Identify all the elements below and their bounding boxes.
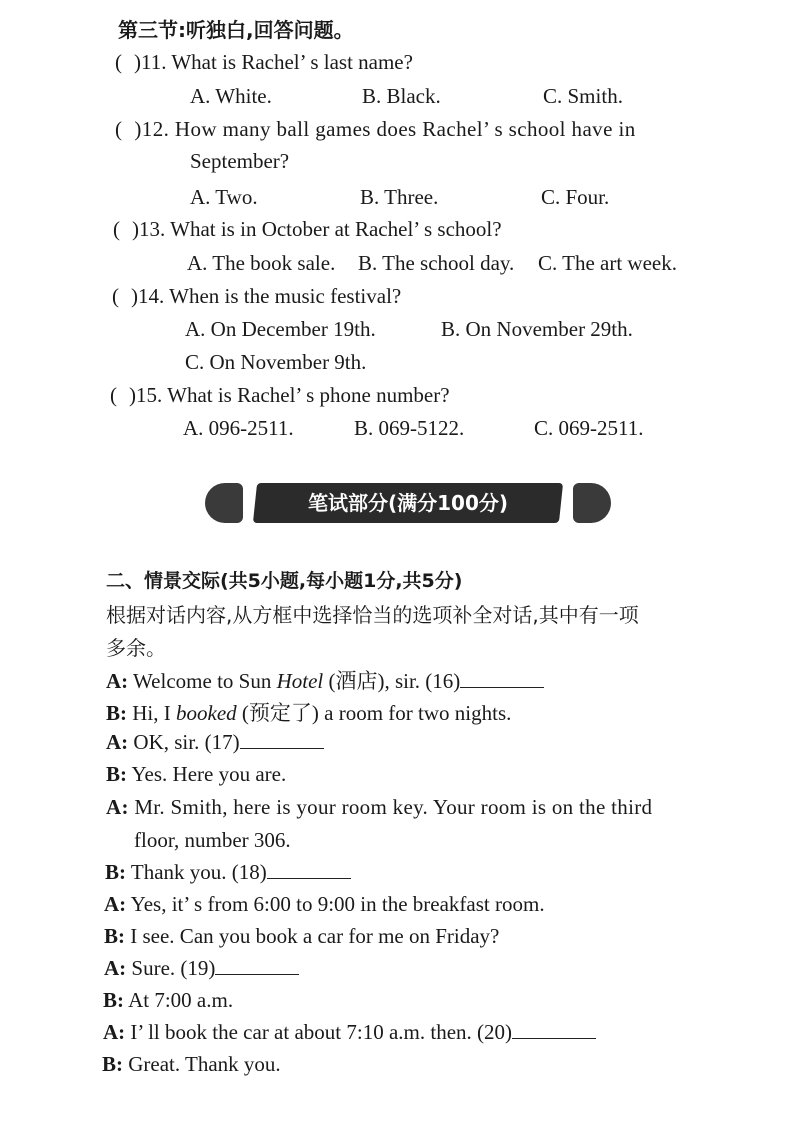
option-a: A. 096-2511. xyxy=(183,416,294,440)
question-text: What is Rachel’ s phone number? xyxy=(167,383,450,407)
part2-heading: 二、情景交际(共5小题,每小题1分,共5分) xyxy=(106,570,463,592)
answer-blank-20[interactable] xyxy=(512,1022,596,1039)
italic-word: Hotel xyxy=(276,669,324,693)
dialogue-line xyxy=(106,665,544,695)
dialogue-text: Mr. Smith, here is your room key. Your room is on the third xyxy=(128,795,653,819)
question-15 xyxy=(110,383,450,408)
dialogue-line xyxy=(106,730,324,755)
question-text: What is in October at Rachel’ s school? xyxy=(170,217,502,241)
speaker-label: B: xyxy=(106,762,127,786)
dialogue-line xyxy=(106,795,652,820)
option-a: A. On December 19th. xyxy=(185,317,376,341)
question-12 xyxy=(115,117,636,142)
dialogue-line xyxy=(106,762,286,787)
section3-heading: 第三节:听独白,回答问题。 xyxy=(118,18,354,42)
option-c: C. Smith. xyxy=(543,84,623,108)
question-number: )15. xyxy=(129,383,163,407)
dialogue-line xyxy=(103,988,233,1013)
option-b: B. On November 29th. xyxy=(441,317,633,341)
option-a: A. White. xyxy=(190,84,272,108)
dialogue-text: Great. Thank you. xyxy=(123,1052,281,1076)
speaker-label: A: xyxy=(104,956,127,980)
speaker-label: B: xyxy=(105,860,126,884)
answer-bracket-open[interactable]: ( xyxy=(115,117,123,141)
question-13 xyxy=(113,217,502,242)
option-b: B. 069-5122. xyxy=(354,416,465,440)
speaker-label: A: xyxy=(106,730,129,754)
question-text-continued: September? xyxy=(190,149,290,173)
question-number: )14. xyxy=(131,284,165,308)
banner-left-cap xyxy=(205,483,243,523)
question-text: When is the music festival? xyxy=(169,284,402,308)
dialogue-line xyxy=(102,1052,281,1077)
answer-blank-19[interactable] xyxy=(215,958,299,975)
question-number: )11. xyxy=(134,50,167,74)
answer-blank-16[interactable] xyxy=(460,671,544,688)
option-b: B. The school day. xyxy=(358,251,515,275)
answer-blank-18[interactable] xyxy=(267,862,351,879)
answer-bracket-open[interactable]: ( xyxy=(112,284,119,308)
question-number: )12. xyxy=(134,117,170,141)
dialogue-text: At 7:00 a.m. xyxy=(124,988,234,1012)
answer-blank-17[interactable] xyxy=(240,732,324,749)
question-number: )13. xyxy=(132,217,166,241)
dialogue-text: Yes. Here you are. xyxy=(127,762,287,786)
banner-right-cap xyxy=(573,483,611,523)
question-11 xyxy=(115,50,413,75)
dialogue-line xyxy=(105,860,351,885)
dialogue-text: Hi, I xyxy=(127,701,176,725)
speaker-label: B: xyxy=(102,1052,123,1076)
speaker-label: A: xyxy=(106,795,129,819)
question-14 xyxy=(112,284,401,309)
question-text: How many ball games does Rachel’ s school have in xyxy=(174,117,636,141)
option-b: B. Three. xyxy=(360,185,439,209)
dialogue-line-continued: floor, number 306. xyxy=(134,828,291,852)
speaker-label: B: xyxy=(104,924,125,948)
dialogue-text: Welcome to Sun xyxy=(128,669,277,693)
speaker-label: B: xyxy=(106,701,127,725)
answer-bracket-open[interactable]: ( xyxy=(115,50,122,74)
answer-bracket-open[interactable]: ( xyxy=(113,217,120,241)
dialogue-text: (预定了) a room for two nights. xyxy=(236,701,512,725)
italic-word: booked xyxy=(176,701,237,725)
option-a: A. Two. xyxy=(190,185,258,209)
option-c: C. Four. xyxy=(541,185,610,209)
dialogue-text: (酒店), sir. (16) xyxy=(323,669,461,693)
written-section-banner xyxy=(203,480,613,526)
dialogue-line xyxy=(103,1020,596,1045)
dialogue-line xyxy=(104,956,299,981)
option-c: C. 069-2511. xyxy=(534,416,644,440)
dialogue-text: I see. Can you book a car for me on Friday? xyxy=(125,924,500,948)
option-b: B. Black. xyxy=(362,84,441,108)
answer-bracket-open[interactable]: ( xyxy=(110,383,117,407)
dialogue-text: Thank you. (18) xyxy=(126,860,267,884)
speaker-label: B: xyxy=(103,988,124,1012)
dialogue-text: Sure. (19) xyxy=(126,956,216,980)
option-c: C. On November 9th. xyxy=(185,350,367,374)
dialogue-text: I’ ll book the car at about 7:10 a.m. then. (20) xyxy=(125,1020,513,1044)
speaker-label: A: xyxy=(104,892,127,916)
speaker-label: A: xyxy=(106,669,129,693)
banner-title: 笔试部分(满分100分) xyxy=(307,491,509,515)
dialogue-line xyxy=(104,892,545,917)
option-c: C. The art week. xyxy=(538,251,677,275)
speaker-label: A: xyxy=(103,1020,126,1044)
part2-instruction-continued: 多余。 xyxy=(106,636,166,660)
dialogue-text: Yes, it’ s from 6:00 to 9:00 in the breakfast room. xyxy=(126,892,545,916)
part2-instruction: 根据对话内容,从方框中选择恰当的选项补全对话,其中有一项 xyxy=(106,603,639,627)
question-text: What is Rachel’ s last name? xyxy=(171,50,413,74)
dialogue-text: OK, sir. (17) xyxy=(128,730,240,754)
option-a: A. The book sale. xyxy=(187,251,336,275)
dialogue-line xyxy=(104,924,499,949)
dialogue-line xyxy=(106,697,511,727)
